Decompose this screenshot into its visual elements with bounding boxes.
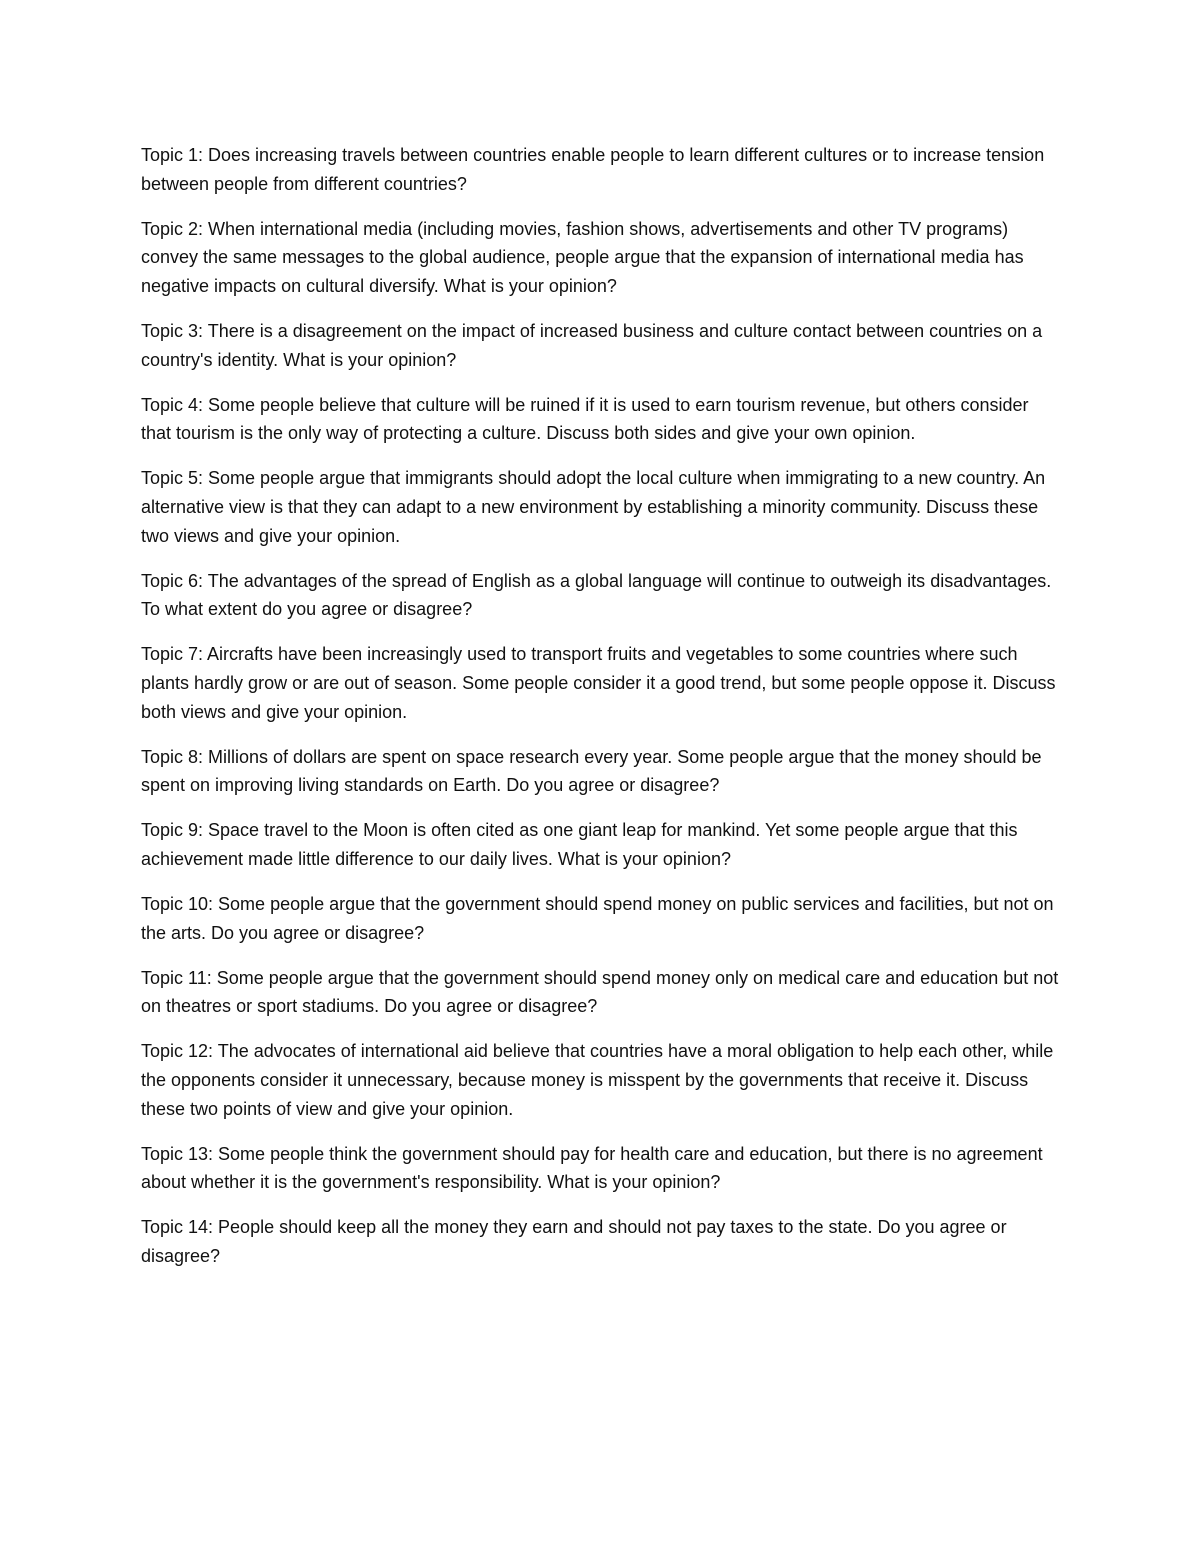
topic-paragraph-14: Topic 14: People should keep all the money they earn and should not pay taxes to the state. Do you agree or disagree? (141, 1217, 1007, 1266)
document-body (141, 141, 1061, 1287)
topic-paragraph-3: Topic 3: There is a disagreement on the impact of increased business and culture contact between countries on a country's identity. What is your opinion? (141, 320, 1043, 370)
topic-paragraph-9: Topic 9: Space travel to the Moon is often cited as one giant leap for mankind. Yet some people argue that this achievement made little difference to our daily lives. What is your opinion? (141, 820, 1018, 869)
topic-paragraph-4: Topic 4: Some people believe that culture will be ruined if it is used to earn tourism revenue, but others consider that tourism is the only way of protecting a culture. Discuss both sides and give your own opinion. (141, 394, 1029, 444)
topic-paragraph-8: Topic 8: Millions of dollars are spent on space research every year. Some people argue that the money should be spent on improving living standards on Earth. Do you agree or disagree? (141, 746, 1042, 796)
topic-paragraph-2: Topic 2: When international media (including movies, fashion shows, advertisements and other TV programs) convey the same messages to the global audience, people argue that the expansion of international media has negative impacts on cultural diversify. What is your opinion? (141, 218, 1024, 296)
topic-paragraph-13: Topic 13: Some people think the government should pay for health care and education, but there is no agreement about whether it is the government's responsibility. What is your opinion? (141, 1143, 1043, 1193)
topic-paragraph-12: Topic 12: The advocates of international aid believe that countries have a moral obligation to help each other, while the opponents consider it unnecessary, because money is misspent by the governments that receive it. Discuss these two points of view and give your opinion. (141, 1041, 1054, 1119)
topic-paragraph-11: Topic 11: Some people argue that the government should spend money only on medical care and education but not on theatres or sport stadiums. Do you agree or disagree? (141, 967, 1059, 1017)
topic-paragraph-6: Topic 6: The advantages of the spread of English as a global language will continue to outweigh its disadvantages. To what extent do you agree or disagree? (141, 570, 1052, 620)
topic-paragraph-7: Topic 7: Aircrafts have been increasingly used to transport fruits and vegetables to some countries where such plants hardly grow or are out of season. Some people consider it a good trend, but some people oppose it. Discuss both views and give your opinion. (141, 644, 1056, 722)
topic-paragraph-5: Topic 5: Some people argue that immigrants should adopt the local culture when immigrating to a new country. An alternative view is that they can adapt to a new environment by establishing a minority community. Discuss these two views and give your opinion. (141, 468, 1046, 546)
topic-paragraph-10: Topic 10: Some people argue that the government should spend money on public services and facilities, but not on the arts. Do you agree or disagree? (141, 893, 1054, 943)
topic-paragraph-1: Topic 1: Does increasing travels between countries enable people to learn different cultures or to increase tension between people from different countries? (141, 145, 1045, 194)
